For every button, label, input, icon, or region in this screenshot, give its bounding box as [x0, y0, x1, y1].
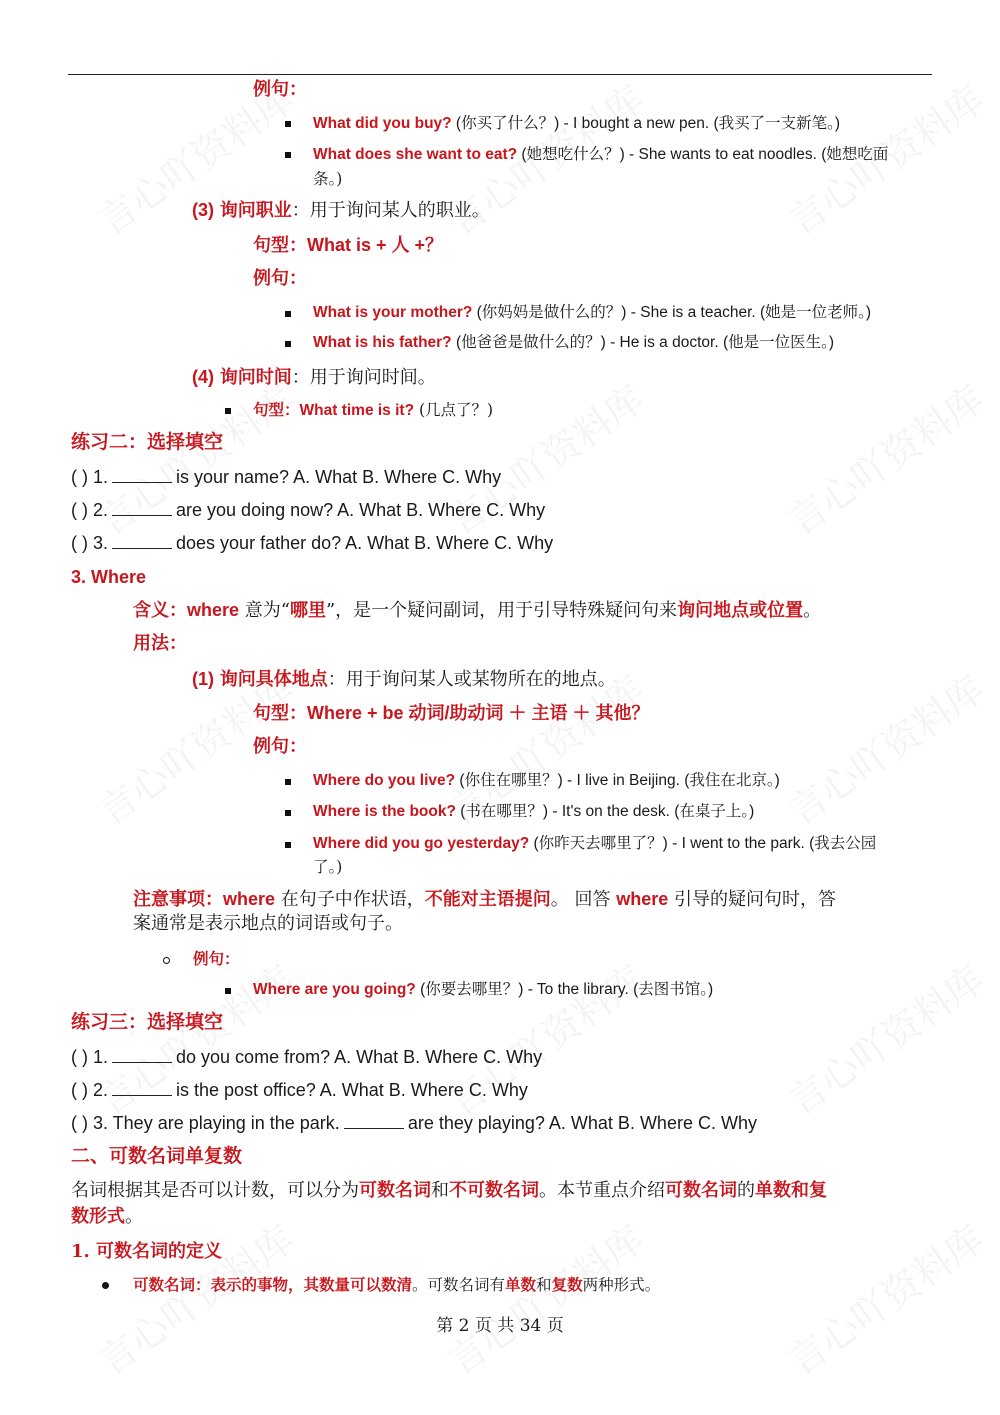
- watermark: [775, 370, 993, 546]
- example-sentence: Where do you live? (你住在哪里？) - I live in Beijing. (我住在北京。): [313, 772, 780, 789]
- meaning-line: 含义：where 意为“哪里”，是一个疑问副词，用于引导特殊疑问句来询问地点或位置。: [133, 600, 822, 621]
- practice-question: ( ) 1. do you come from? A. What B. Where C. Why: [71, 1047, 543, 1067]
- answer-blank[interactable]: [112, 1079, 172, 1096]
- bullet-icon: [285, 779, 291, 785]
- bullet-icon: [285, 842, 291, 848]
- example-sentence: What did you buy? (你买了什么？) - I bought a new pen. (我买了一支新笔。): [313, 115, 841, 132]
- practice-question: ( ) 2. is the post office? A. What B. Where C. Why: [71, 1080, 528, 1100]
- bullet-icon: [225, 988, 231, 994]
- answer-blank[interactable]: [112, 1046, 172, 1063]
- answer-blank[interactable]: [112, 499, 172, 516]
- watermark: [435, 1210, 653, 1386]
- paragraph-continuation: 数形式。: [71, 1206, 143, 1227]
- page-footer: 第 2 页 共 34 页: [436, 1316, 564, 1336]
- examples-label: 例句：: [253, 268, 307, 289]
- bullet-icon: [285, 341, 291, 347]
- subsection-title: 1. 可数名词的定义: [71, 1241, 223, 1262]
- section-heading: (1) 询问具体地点：用于询问某人或某物所在的地点。: [192, 669, 616, 690]
- answer-blank[interactable]: [344, 1112, 404, 1129]
- header-rule: [68, 74, 932, 75]
- example-continuation: 了。): [313, 858, 343, 876]
- example-sentence: What is his father? (他爸爸是做什么的？) - He is a doctor. (他是一位医生。): [313, 334, 835, 351]
- section-title: 3. Where: [71, 567, 147, 587]
- pattern-line: 句型：What is + 人 +？: [253, 235, 444, 256]
- example-sentence: Where did you go yesterday? (你昨天去哪里了？) - I went to the park. (我去公园: [313, 835, 877, 852]
- bullet-icon: [285, 311, 291, 317]
- example-sentence: What does she want to eat? (她想吃什么？) - She wants to eat noodles. (她想吃面: [313, 146, 889, 163]
- pattern-line: 句型：What time is it? (几点了？): [253, 400, 494, 419]
- practice-question: ( ) 3. does your father do? A. What B. Where C. Why: [71, 533, 554, 553]
- chapter-title: 二、可数名词单复数: [71, 1145, 243, 1167]
- bullet-icon: [285, 121, 291, 127]
- example-sentence: Where are you going? (你要去哪里？) - To the library. (去图书馆。): [253, 981, 714, 998]
- practice-title: 练习二：选择填空: [71, 431, 224, 453]
- examples-label: 例句：: [253, 736, 307, 757]
- bullet-icon: [225, 408, 231, 414]
- answer-blank[interactable]: [112, 532, 172, 549]
- section-heading: (4) 询问时间：用于询问时间。: [192, 367, 436, 388]
- bullet-icon: [102, 1282, 109, 1289]
- note-line: 注意事项：where 在句子中作状语，不能对主语提问。 回答 where 引导的疑问句时，答: [133, 889, 836, 910]
- example-continuation: 条。): [313, 170, 343, 188]
- answer-blank[interactable]: [112, 466, 172, 483]
- paragraph-line: 名词根据其是否可以计数，可以分为可数名词和不可数名词。本节重点介绍可数名词的单数和复: [71, 1180, 827, 1201]
- watermark: [775, 950, 993, 1126]
- definition-line: 可数名词：表示的事物，其数量可以数清。可数名词有单数和复数两种形式。: [133, 1275, 661, 1294]
- section-heading: (3) 询问职业：用于询问某人的职业。: [192, 200, 490, 221]
- watermark: [775, 1210, 993, 1386]
- note-continuation: 案通常是表示地点的词语或句子。: [133, 913, 403, 934]
- bullet-icon: [285, 810, 291, 816]
- practice-question: ( ) 2. are you doing now? A. What B. Where C. Why: [71, 500, 546, 520]
- example-sentence: What is your mother? (你妈妈是做什么的？) - She is a teacher. (她是一位老师。): [313, 304, 872, 321]
- watermark: [775, 660, 993, 836]
- bullet-icon: [285, 152, 291, 158]
- watermark: [85, 1210, 303, 1386]
- examples-label: 例句：: [253, 79, 307, 100]
- practice-question: ( ) 1. is your name? A. What B. Where C. Why: [71, 467, 502, 487]
- pattern-line: 句型：Where + be 动词/助动词 ＋ 主语 ＋ 其他？: [253, 703, 650, 724]
- examples-label: 例句：: [193, 949, 240, 968]
- example-sentence: Where is the book? (书在哪里？) - It's on the desk. (在桌子上。): [313, 803, 755, 820]
- practice-question: ( ) 3. They are playing in the park. are they playing? A. What B. Where C. Why: [71, 1113, 757, 1133]
- circle-bullet-icon: [163, 957, 170, 964]
- practice-title: 练习三：选择填空: [71, 1011, 224, 1033]
- usage-label: 用法：: [133, 633, 187, 654]
